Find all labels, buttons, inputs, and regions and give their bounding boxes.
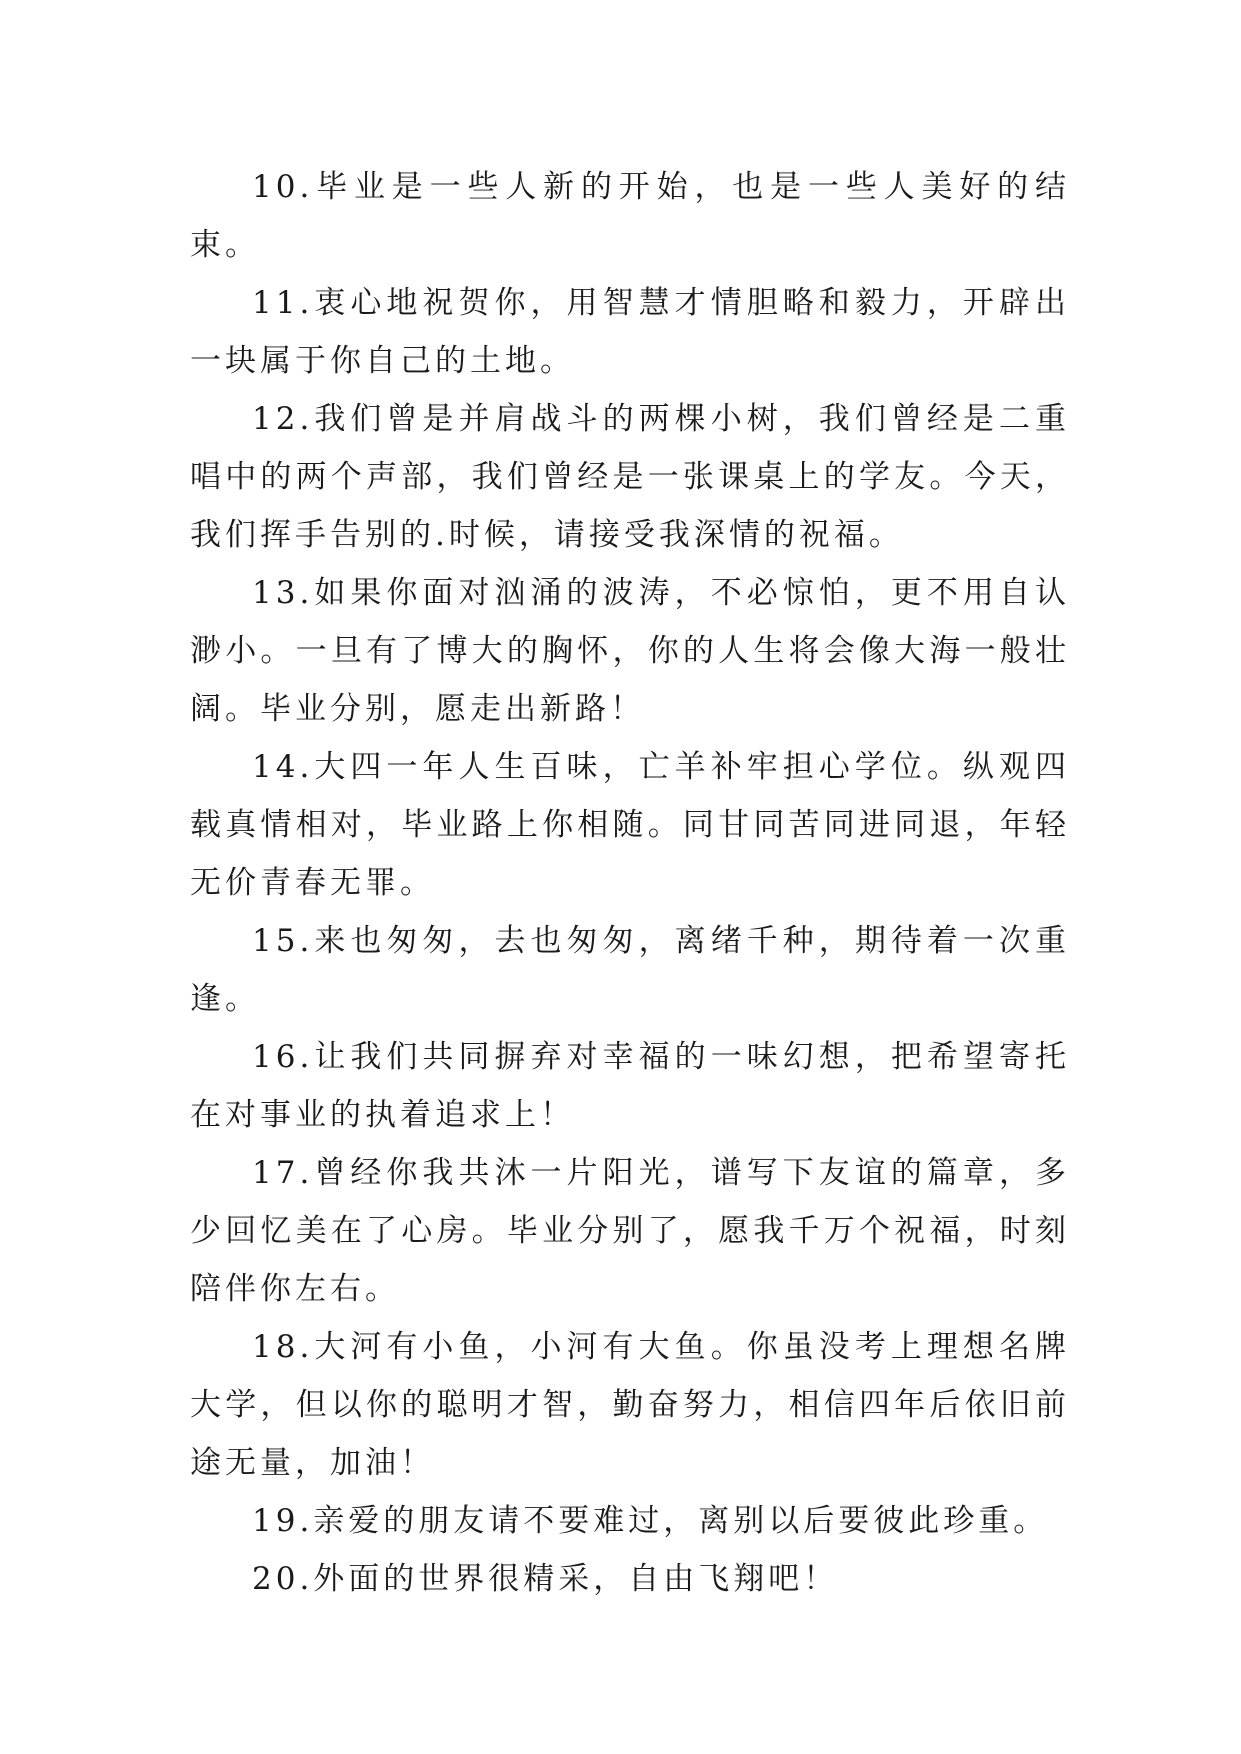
- document-body: [190, 158, 1070, 1608]
- paragraph-13: 13.如果你面对汹涌的波涛，不必惊怕，更不用自认渺小。一旦有了博大的胸怀，你的人生将会像大海一般壮阔。毕业分别，愿走出新路！: [190, 575, 1070, 727]
- paragraph-17: 17.曾经你我共沐一片阳光，谱写下友谊的篇章，多少回忆美在了心房。毕业分别了，愿我千万个祝福，时刻陪伴你左右。: [190, 1155, 1070, 1307]
- paragraph-18: 18.大河有小鱼，小河有大鱼。你虽没考上理想名牌大学，但以你的聪明才智，勤奋努力，相信四年后依旧前途无量，加油！: [190, 1329, 1070, 1481]
- paragraph-12: 12.我们曾是并肩战斗的两棵小树，我们曾经是二重唱中的两个声部，我们曾经是一张课桌上的学友。今天，我们挥手告别的.时候，请接受我深情的祝福。: [190, 401, 1070, 553]
- paragraph-19: 19.亲爱的朋友请不要难过，离别以后要彼此珍重。: [252, 1503, 1049, 1539]
- paragraph-16: 16.让我们共同摒弃对幸福的一味幻想，把希望寄托在对事业的执着追求上！: [190, 1039, 1070, 1133]
- paragraph-20: 20.外面的世界很精采，自由飞翔吧！: [252, 1561, 839, 1597]
- paragraph-10: 10.毕业是一些人新的开始，也是一些人美好的结束。: [190, 169, 1070, 263]
- paragraph-11: 11.衷心地祝贺你，用智慧才情胆略和毅力，开辟出一块属于你自己的土地。: [190, 285, 1070, 379]
- paragraph-14: 14.大四一年人生百味，亡羊补牢担心学位。纵观四载真情相对，毕业路上你相随。同甘同苦同进同退，年轻无价青春无罪。: [190, 749, 1070, 901]
- paragraph-15: 15.来也匆匆，去也匆匆，离绪千种，期待着一次重逢。: [190, 923, 1070, 1017]
